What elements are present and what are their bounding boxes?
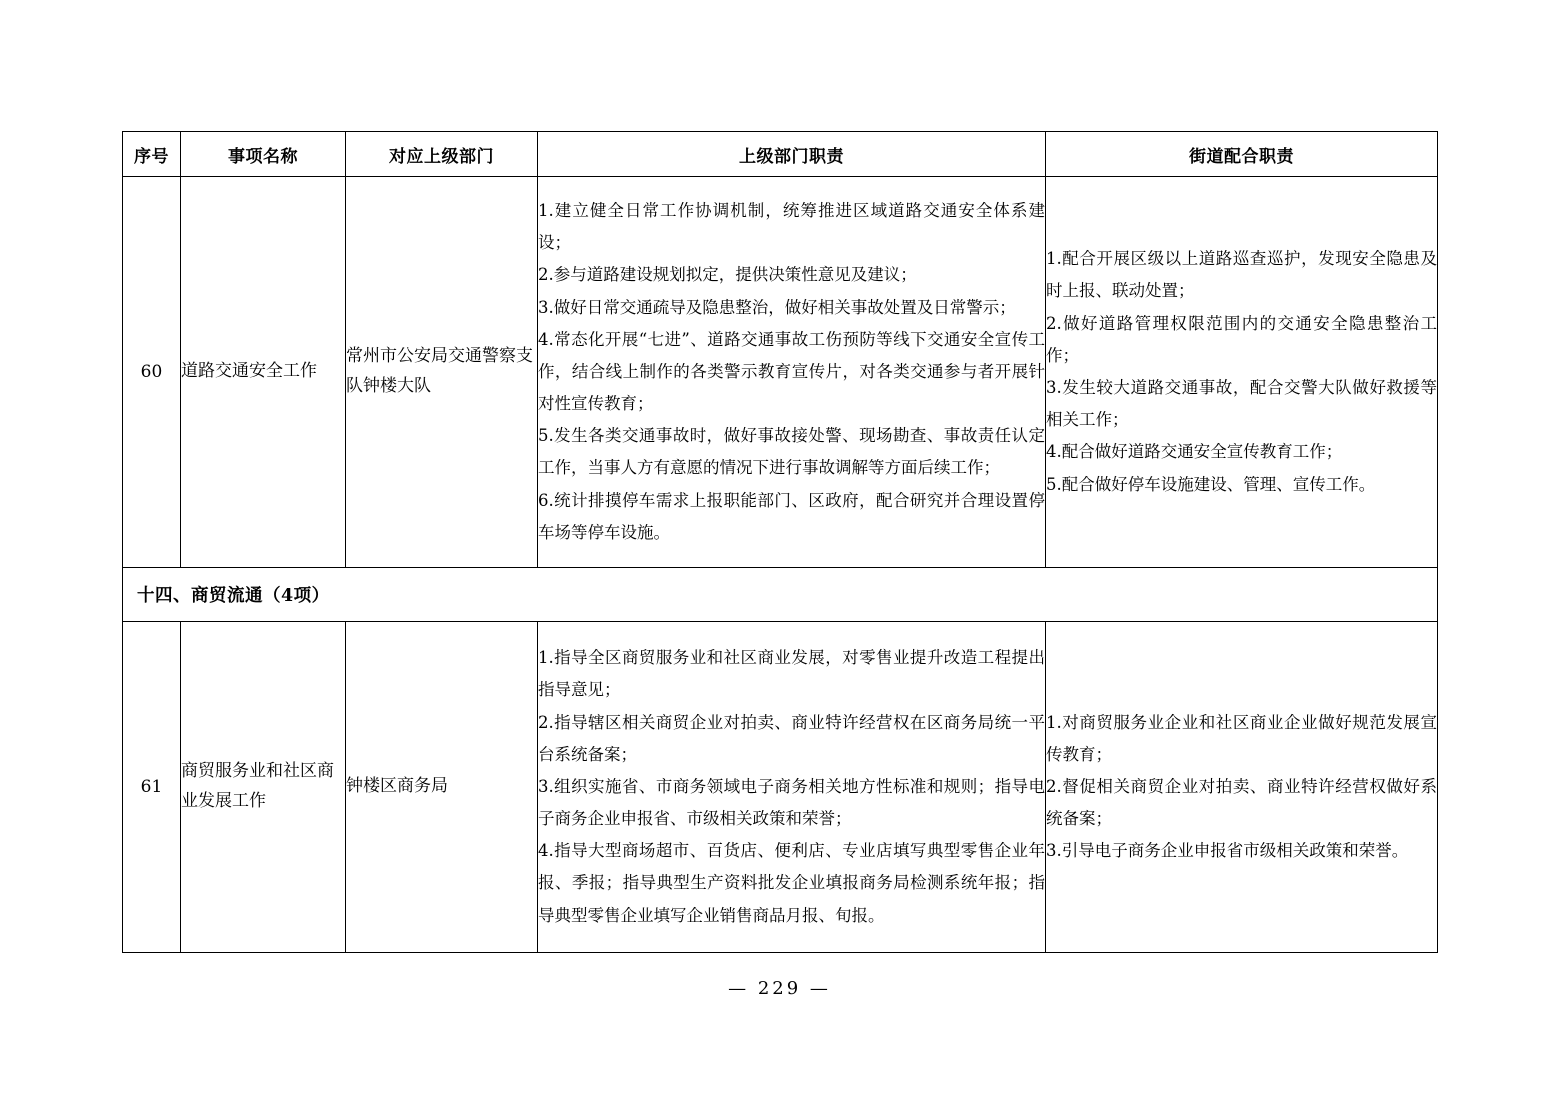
row-number: 60: [123, 177, 181, 568]
row-upper-duty: 1.指导全区商贸服务业和社区商业发展，对零售业提升改造工程提出指导意见； 2.指导辖区相关商贸企业对拍卖、商业特许经营权在区商务局统一平台系统备案； 3.组织实施省、市商务领域电子商务相关地方性标准和规则；指导电子商务企业申报省、市级相关政策和荣誉； 4.指导大型商场超市、百货店、便利店、专业店填写典型零售企业年报、季报；指导典型生产资料批发企业填报商务局检测系统年报；指导典型零售企业填写企业销售商品月报、旬报。: [538, 622, 1046, 953]
row-upper-department: 常州市公安局交通警察支队钟楼大队: [346, 177, 538, 568]
header-cell-duty: 上级部门职责: [538, 132, 1046, 177]
header-cell-dept: 对应上级部门: [346, 132, 538, 177]
row-street-cooperation: 1.对商贸服务业企业和社区商业企业做好规范发展宣传教育； 2.督促相关商贸企业对拍卖、商业特许经营权做好系统备案； 3.引导电子商务企业申报省市级相关政策和荣誉。: [1046, 622, 1438, 953]
row-street-cooperation: 1.配合开展区级以上道路巡查巡护，发现安全隐患及时上报、联动处置； 2.做好道路管理权限范围内的交通安全隐患整治工作； 3.发生较大道路交通事故，配合交警大队做好救援等相关工作； 4.配合做好道路交通安全宣传教育工作； 5.配合做好停车设施建设、管理、宣传工作。: [1046, 177, 1438, 568]
row-item-name: 道路交通安全工作: [181, 177, 346, 568]
header-cell-name: 事项名称: [181, 132, 346, 177]
section-title: 十四、商贸流通（4项）: [123, 568, 1438, 622]
section-heading-row: [123, 568, 1438, 622]
table-header-row: [123, 132, 1438, 177]
table-row: [123, 622, 1438, 953]
row-upper-duty: 1.建立健全日常工作协调机制，统筹推进区域道路交通安全体系建设； 2.参与道路建设规划拟定，提供决策性意见及建议； 3.做好日常交通疏导及隐患整治，做好相关事故处置及日常警示； 4.常态化开展“七进”、道路交通事故工伤预防等线下交通安全宣传工作，结合线上制作的各类警示教育宣传片，对各类交通参与者开展针对性宣传教育； 5.发生各类交通事故时，做好事故接处警、现场勘查、事故责任认定工作，当事人方有意愿的情况下进行事故调解等方面后续工作； 6.统计排摸停车需求上报职能部门、区政府，配合研究并合理设置停车场等停车设施。: [538, 177, 1046, 568]
row-number: 61: [123, 622, 181, 953]
header-cell-no: 序号: [123, 132, 181, 177]
row-item-name: 商贸服务业和社区商业发展工作: [181, 622, 346, 953]
header-cell-coop: 街道配合职责: [1046, 132, 1438, 177]
table-row: [123, 177, 1438, 568]
row-upper-department: 钟楼区商务局: [346, 622, 538, 953]
responsibility-table: [122, 131, 1438, 953]
page-number: — 229 —: [728, 978, 831, 999]
